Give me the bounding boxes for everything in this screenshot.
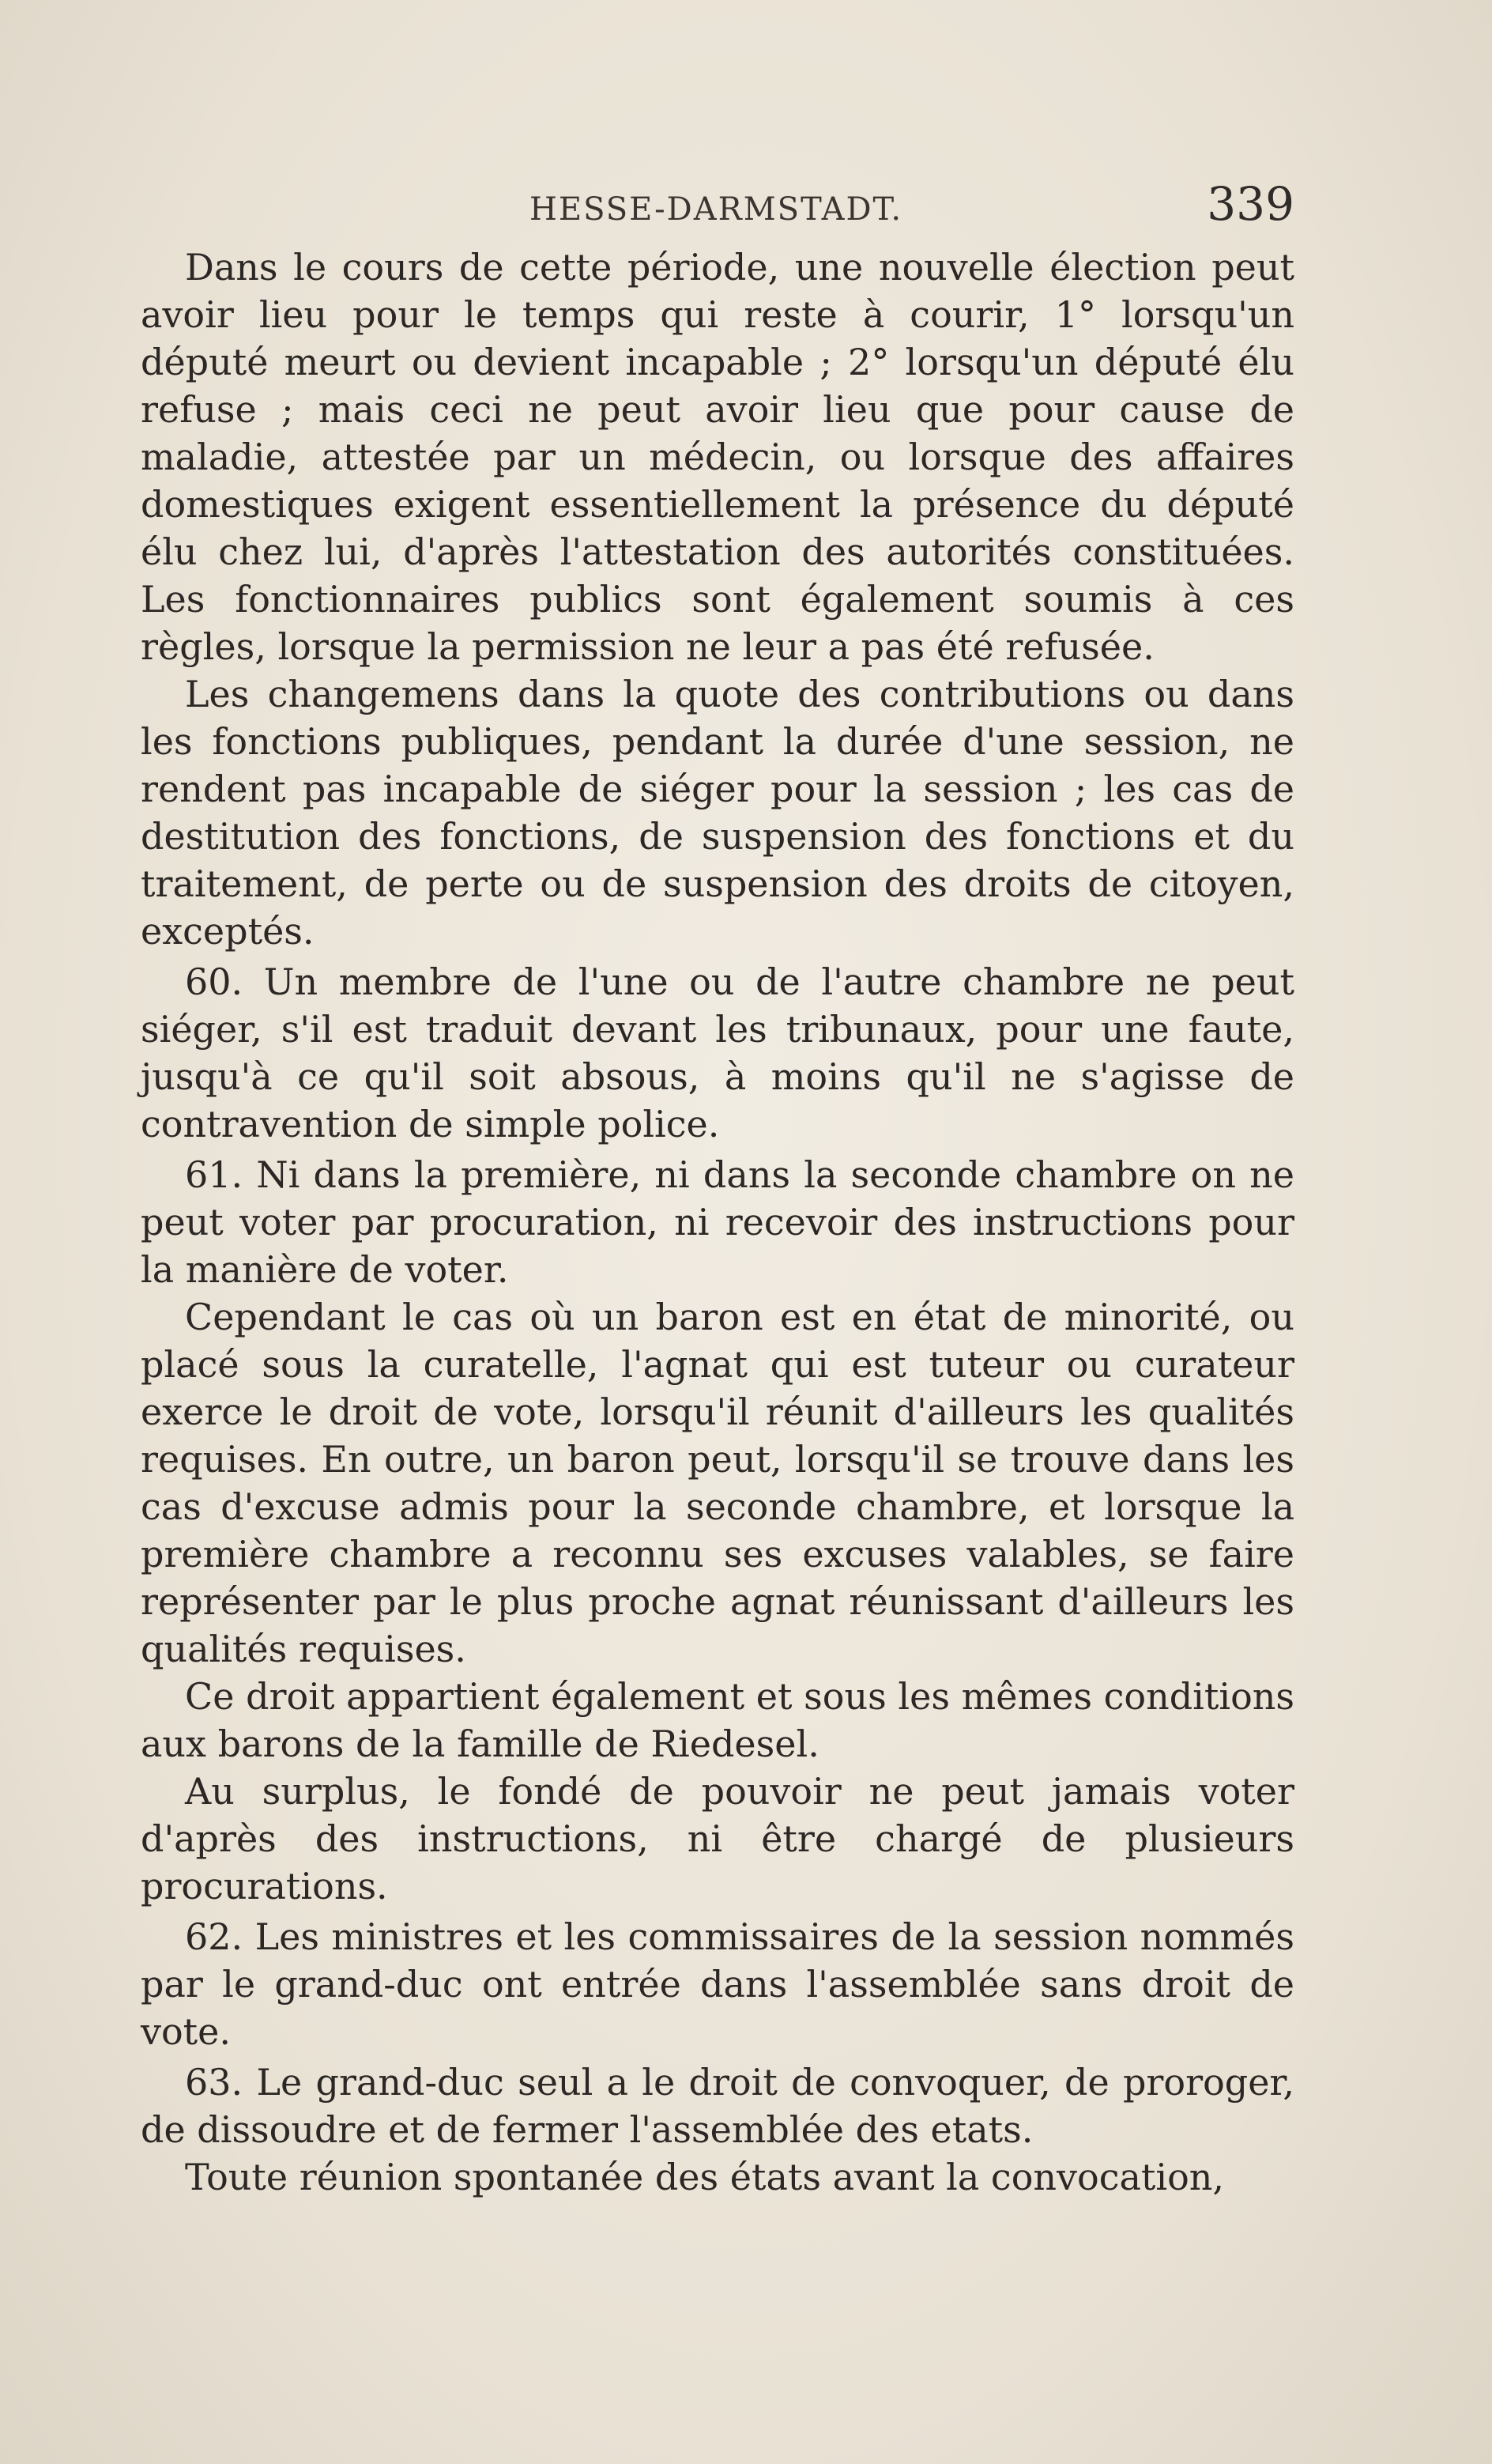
paragraph: Les changemens dans la quote des contributions ou dans les fonctions publiques, pendant la durée d'une session, ne rendent pas incapable de siéger pour la session ; les cas de destitution des fonctions, de suspension des fonctions et du traitement, de perte ou de suspension des droits de citoyen, exceptés. xyxy=(141,673,1294,953)
article-60: 60. Un membre de l'une ou de l'autre chambre ne peut siéger, s'il est traduit devant les tribunaux, pour une faute, jusqu'à ce qu'il soit absous, à moins qu'il ne s'agisse de contravention de simple police. xyxy=(141,960,1294,1145)
paragraph: Cependant le cas où un baron est en état de minorité, ou placé sous la curatelle, l'agnat qui est tuteur ou curateur exerce le droit de vote, lorsqu'il réunit d'ailleurs les qualités requises. En outre, un baron peut, lorsqu'il se trouve dans les cas d'excuse admis pour la seconde chambre, et lorsque la première chambre a reconnu ses excuses valables, se faire représenter par le plus proche agnat réunissant d'ailleurs les qualités requises. xyxy=(141,1296,1294,1670)
page-header xyxy=(141,177,1294,247)
running-head: HESSE-DARMSTADT. xyxy=(529,191,903,228)
page-number: 339 xyxy=(1207,177,1294,231)
paragraph: Dans le cours de cette période, une nouvelle élection peut avoir lieu pour le temps qui reste à courir, 1° lorsqu'un député meurt ou devient incapable ; 2° lorsqu'un député élu refuse ; mais ceci ne peut avoir lieu que pour cause de maladie, attestée par un médecin, ou lorsque des affaires domestiques exigent essentiellement la présence du député élu chez lui, d'après l'attestation des autorités constituées. Les fonctionnaires publics sont également soumis à ces règles, lorsque la permission ne leur a pas été refusée. xyxy=(141,246,1294,668)
article-61: 61. Ni dans la première, ni dans la seconde chambre on ne peut voter par procuration, ni recevoir des instructions pour la manière de voter. xyxy=(141,1153,1294,1291)
paragraph: Ce droit appartient également et sous les mêmes conditions aux barons de la famille de Riedesel. xyxy=(141,1675,1294,1765)
paragraph: Toute réunion spontanée des états avant la convocation, xyxy=(185,2156,1225,2198)
page-body xyxy=(141,243,1294,2201)
paragraph: Au surplus, le fondé de pouvoir ne peut jamais voter d'après des instructions, ni être chargé de plusieurs procurations. xyxy=(141,1770,1294,1907)
article-63: 63. Le grand-duc seul a le droit de convoquer, de proroger, de dissoudre et de fermer l'assemblée des etats. xyxy=(141,2061,1294,2151)
article-62: 62. Les ministres et les commissaires de la session nommés par le grand-duc ont entrée dans l'assemblée sans droit de vote. xyxy=(141,1915,1294,2053)
